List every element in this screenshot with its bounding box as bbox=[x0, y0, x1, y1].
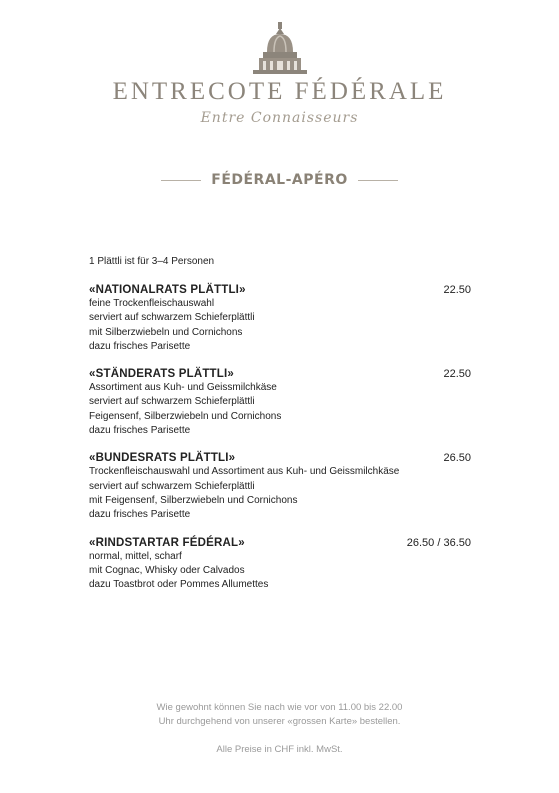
menu-item bbox=[89, 368, 471, 438]
menu-item-name: «RINDSTARTAR FÉDÉRAL» bbox=[89, 536, 245, 549]
footer-hours-line: Wie gewohnt können Sie nach wie vor von 11.00 bis 22.00 bbox=[156, 702, 403, 713]
section-title: FÉDÉRAL-APÉRO bbox=[211, 172, 348, 188]
federal-dome-icon bbox=[250, 22, 310, 76]
serving-note: 1 Plättli ist für 3–4 Personen bbox=[89, 256, 215, 267]
menu-item bbox=[89, 452, 471, 522]
description-line: mit Feigensenf, Silberzwiebeln und Cornichons bbox=[89, 494, 298, 506]
menu-item-name: «STÄNDERATS PLÄTTLI» bbox=[89, 368, 234, 381]
divider-right bbox=[358, 180, 398, 181]
divider-left bbox=[161, 180, 201, 181]
description-line: serviert auf schwarzem Schieferplättli bbox=[89, 312, 255, 324]
menu-item-price: 22.50 bbox=[443, 284, 471, 296]
restaurant-logo bbox=[0, 22, 559, 126]
description-line: Assortiment aus Kuh- und Geissmilchkäse bbox=[89, 382, 277, 394]
description-line: mit Silberzwiebeln und Cornichons bbox=[89, 326, 243, 338]
menu-item-price: 22.50 bbox=[443, 368, 471, 381]
menu-item-name: «NATIONALRATS PLÄTTLI» bbox=[89, 284, 246, 296]
description-line: serviert auf schwarzem Schieferplättli bbox=[89, 396, 255, 408]
brand-name: ENTRECOTE FÉDÉRALE bbox=[112, 78, 447, 105]
menu-item-description bbox=[89, 381, 471, 438]
description-line: mit Cognac, Whisky oder Calvados bbox=[89, 564, 245, 576]
description-line: dazu frisches Parisette bbox=[89, 425, 191, 437]
brand-tagline: Entre Connaisseurs bbox=[200, 110, 359, 126]
footer-note bbox=[0, 701, 559, 757]
menu-item bbox=[89, 537, 471, 593]
section-header bbox=[0, 172, 559, 188]
description-line: serviert auf schwarzem Schieferplättli bbox=[89, 480, 255, 492]
description-line: Feigensenf, Silberzwiebeln und Cornichons bbox=[89, 410, 282, 422]
description-line: feine Trockenfleischauswahl bbox=[89, 298, 215, 309]
menu-item-price: 26.50 / 36.50 bbox=[406, 536, 471, 549]
description-line: dazu Toastbrot oder Pommes Allumettes bbox=[89, 579, 269, 591]
footer-taxes: Alle Preise in CHF inkl. MwSt. bbox=[216, 744, 343, 755]
menu-item-description bbox=[89, 550, 471, 593]
footer-menu-line: Uhr durchgehend von unserer «grossen Karte» bestellen. bbox=[158, 716, 401, 727]
menu-list bbox=[89, 284, 471, 606]
description-line: dazu frisches Parisette bbox=[89, 509, 191, 521]
description-line: normal, mittel, scharf bbox=[89, 550, 182, 562]
description-line: dazu frisches Parisette bbox=[89, 340, 191, 352]
description-line: Trockenfleischauswahl und Assortiment aus Kuh- und Geissmilchkäse bbox=[89, 466, 400, 478]
menu-item-description bbox=[89, 297, 471, 354]
menu-item bbox=[89, 284, 471, 354]
menu-item-description bbox=[89, 465, 471, 522]
menu-item-price: 26.50 bbox=[443, 452, 471, 465]
menu-item-name: «BUNDESRATS PLÄTTLI» bbox=[89, 452, 236, 465]
